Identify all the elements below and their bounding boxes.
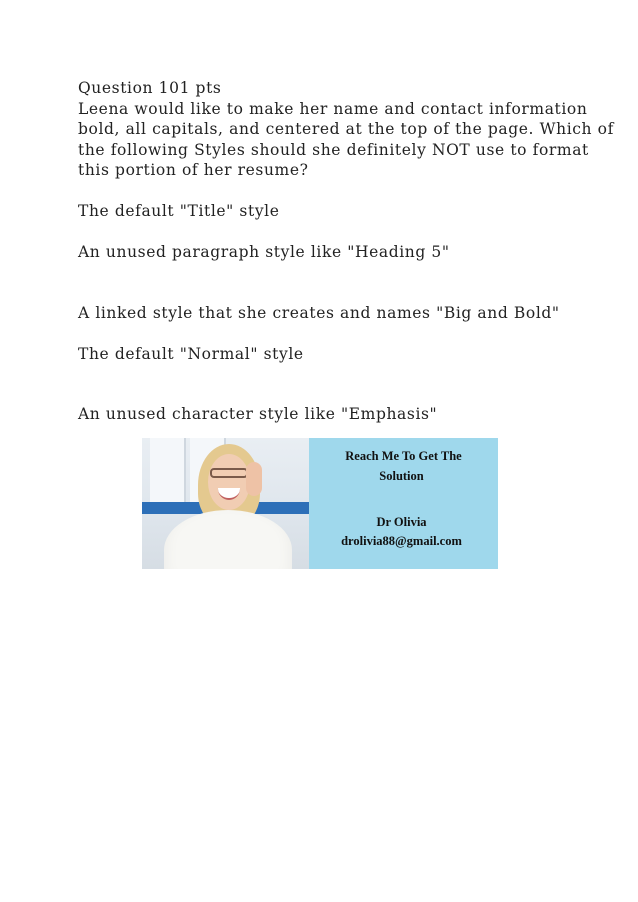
question-header: Question 101 pts: [78, 79, 222, 97]
answer-option-3: A linked style that she creates and names "Big and Bold": [78, 303, 560, 322]
question-prompt-line: this portion of her resume?: [78, 161, 309, 179]
question-prompt-line: Leena would like to make her name and contact information: [78, 99, 588, 118]
contact-name: Dr Olivia: [376, 515, 427, 529]
contact-banner: [142, 438, 498, 569]
answer-option-5: An unused character style like "Emphasis": [78, 405, 438, 423]
question-prompt-line: the following Styles should she definitely NOT use to format: [78, 140, 589, 159]
contact-email[interactable]: drolivia88@gmail.com: [341, 534, 462, 548]
contact-info-panel: [309, 438, 498, 569]
question-text-block: [78, 78, 614, 425]
answer-option-1: The default "Title" style: [78, 202, 280, 220]
question-prompt-line: bold, all capitals, and centered at the top of the page. Which of: [78, 120, 614, 138]
glasses-icon: [210, 468, 248, 478]
woman-photo: [142, 438, 309, 569]
answer-option-4: The default "Normal" style: [78, 344, 304, 363]
answer-option-2: An unused paragraph style like "Heading 5": [78, 243, 450, 261]
banner-heading-line2: Solution: [379, 469, 424, 483]
banner-heading-line1: Reach Me To Get The: [345, 449, 462, 463]
